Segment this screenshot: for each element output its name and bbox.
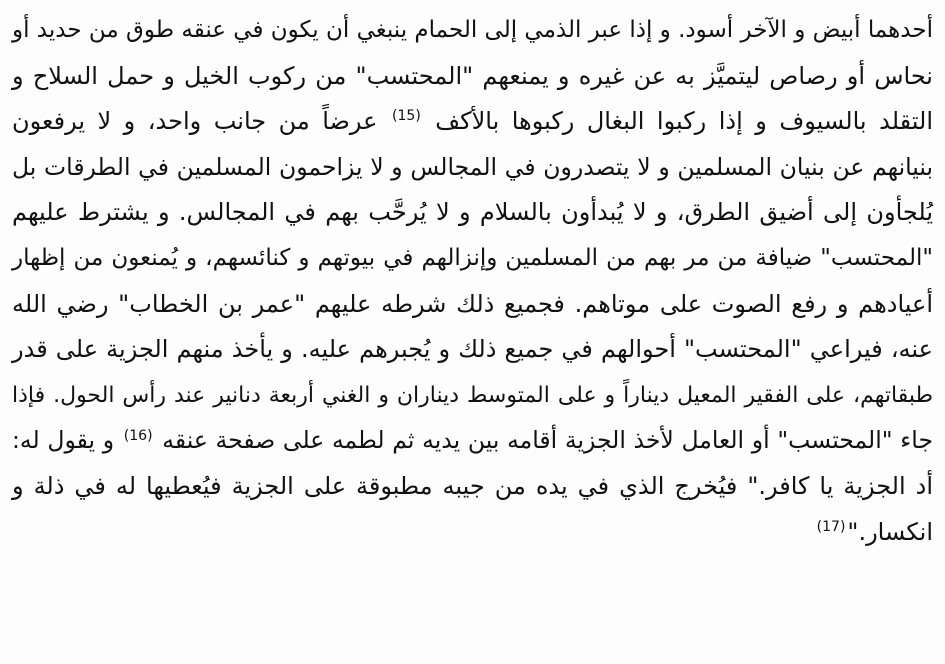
- line-text: أحدهما أبيض و الآخر أسود. و إذا عبر الذمي إلى الحمام ينبغي أن يكون في عنقه طوق من حديد أو: [12, 17, 933, 43]
- text-line-7: [12, 282, 933, 328]
- text-line-10: [12, 418, 933, 464]
- arabic-text-block: [12, 8, 933, 555]
- text-line-11: [12, 464, 933, 510]
- text-line-1: [12, 8, 933, 54]
- text-line-4: [12, 145, 933, 191]
- text-line-6: [12, 236, 933, 282]
- line-text-before-footnote: جاء "المحتسب" أو العامل لأخذ الجزية أقامه بين يديه ثم لطمه على صفحة عنقه: [162, 426, 933, 455]
- text-line-5: [12, 190, 933, 236]
- footnote-marker-17: (17): [816, 518, 846, 535]
- text-line-2: [12, 54, 933, 100]
- footnote-marker-16: (16): [123, 427, 153, 444]
- line-text: طبقاتهم، على الفقير المعيل ديناراً و على المتوسط ديناران و الغني أربعة دنانير عند رأس الحول. فإذا: [12, 382, 933, 408]
- line-text: أعيادهم و رفع الصوت على موتاهم. فجميع ذلك شرطه عليهم "عمر بن الخطاب" رضي الله: [12, 289, 933, 318]
- line-text: عنه، فيراعي "المحتسب" أحوالهم في جميع ذلك و يُجبرهم عليه. و يأخذ منهم الجزية على قدر: [12, 335, 933, 364]
- text-line-12: [12, 510, 933, 556]
- line-text: أد الجزية يا كافر." فيُخرج الذي في يده من جيبه مطبوقة على الجزية فيُعطيها له في ذلة و: [12, 471, 933, 500]
- line-text: نحاس أو رصاص ليتميَّز به عن غيره و يمنعهم "المحتسب" من ركوب الخيل و حمل السلاح و: [12, 61, 933, 90]
- line-text-before-footnote: انكسار.": [847, 517, 933, 546]
- text-line-8: [12, 327, 933, 373]
- line-text: "المحتسب" ضيافة من مر بهم من المسلمين وإنزالهم في بيوتهم و كنائسهم، و يُمنعون من إظهار: [12, 244, 933, 271]
- line-text-after-footnote: عرضاً من جانب واحد، و لا يرفعون: [12, 107, 378, 136]
- line-text-after-footnote: و يقول له:: [12, 426, 115, 455]
- text-line-9: [12, 373, 933, 419]
- line-text: بنيانهم عن بنيان المسلمين و لا يتصدرون في المجالس و لا يزاحمون المسلمين في الطرقات بل: [12, 152, 933, 181]
- footnote-marker-15: (15): [392, 108, 421, 125]
- line-text-before-footnote: التقلد بالسيوف و إذا ركبوا البغال ركبوها بالأكف: [435, 107, 934, 136]
- text-line-3: [12, 99, 933, 145]
- line-text: يُلجأون إلى أضيق الطرق، و لا يُبدأون بالسلام و لا يُرحَّب بهم في المجالس. و يشترط عليهم: [12, 198, 933, 227]
